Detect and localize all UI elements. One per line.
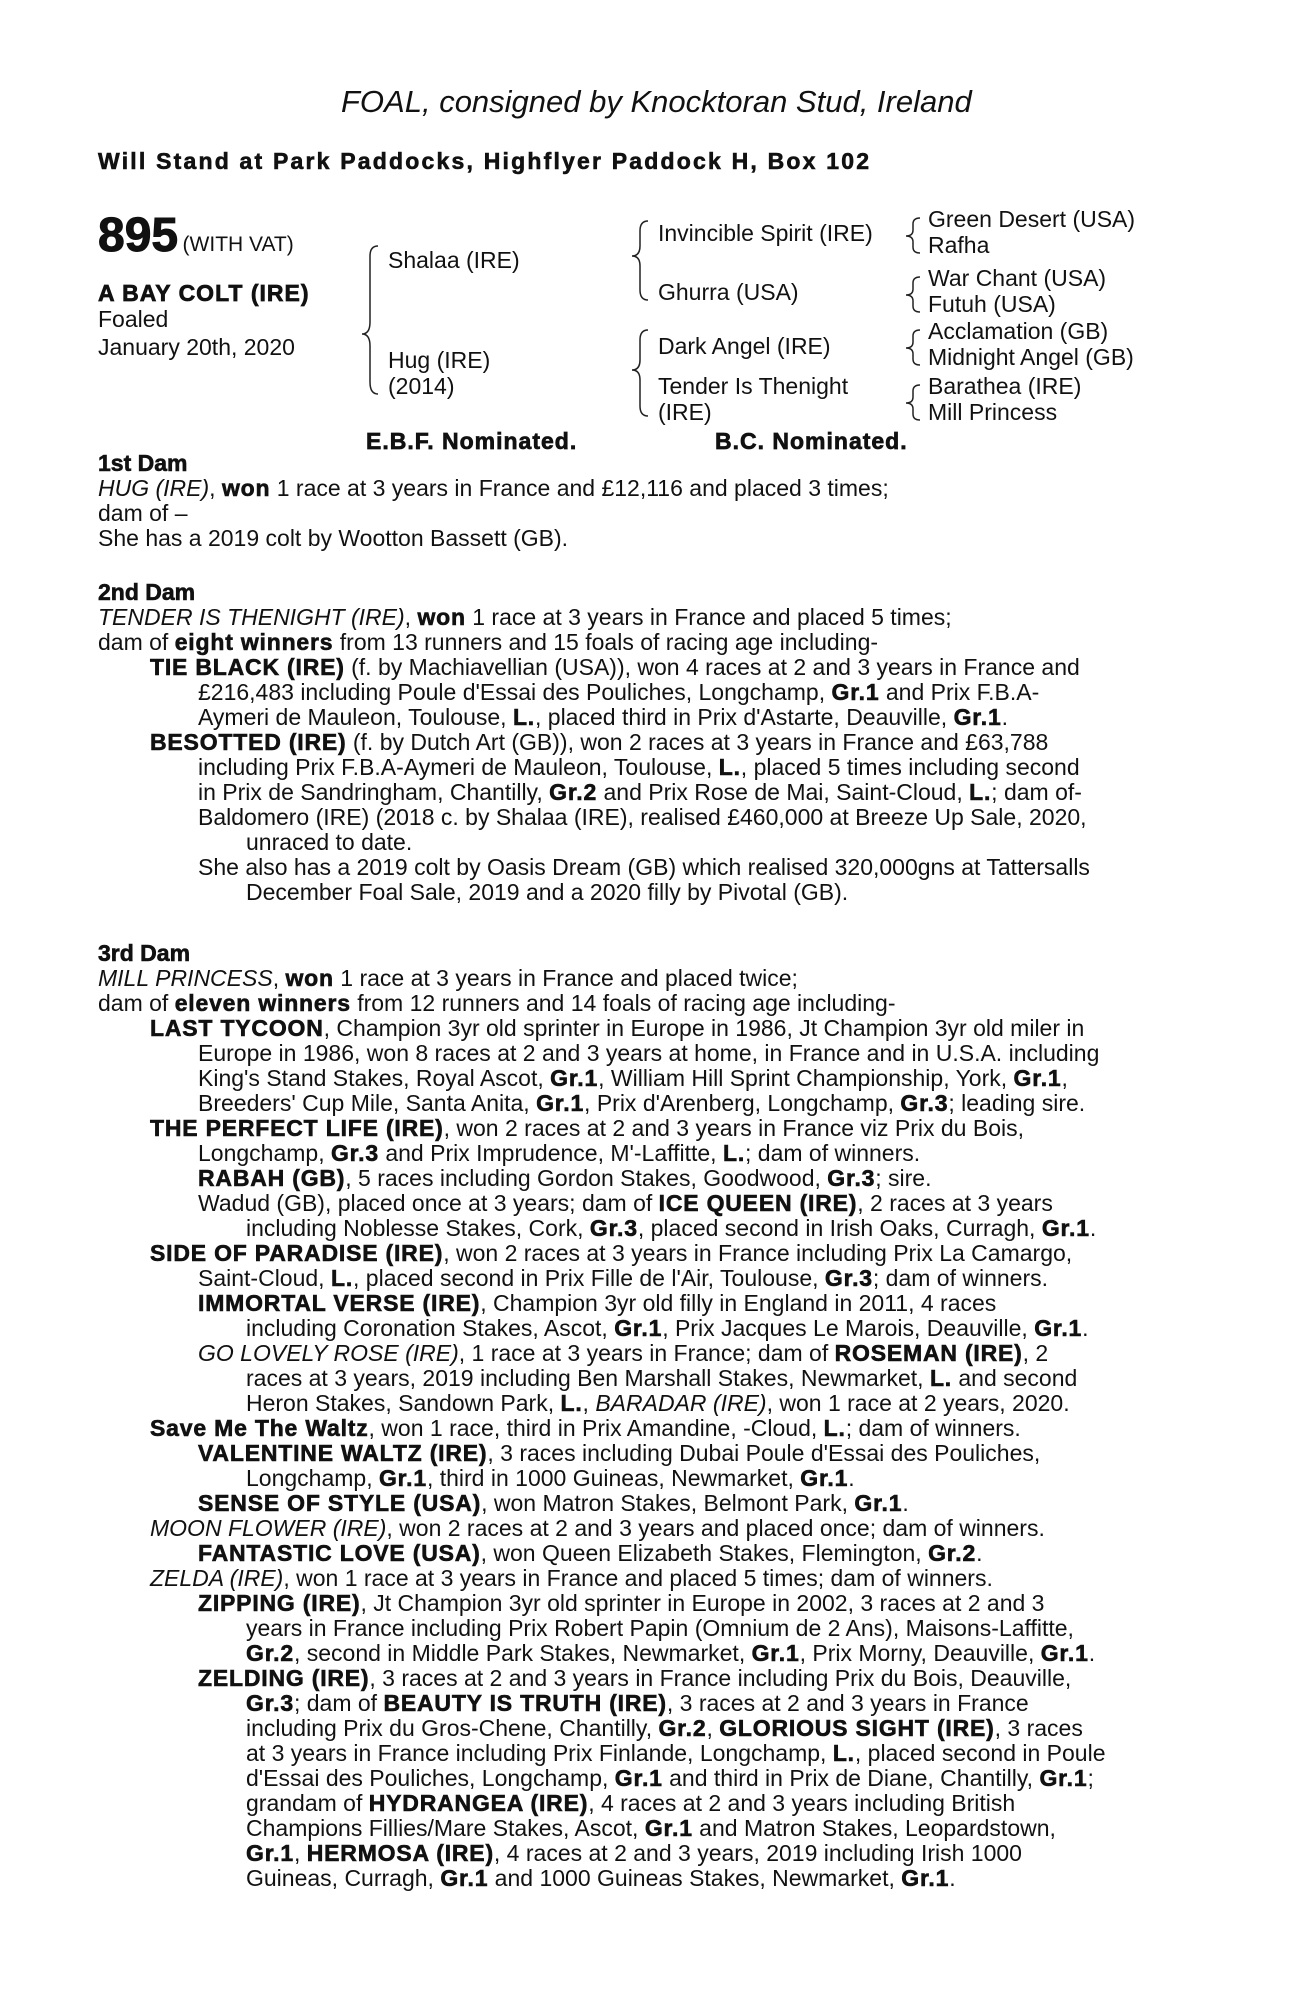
ebf-nominated: E.B.F. Nominated. [366, 428, 578, 454]
pedigree-line [98, 1216, 1206, 1241]
bold-text: Gr.1 [800, 1465, 849, 1491]
pedigree-line [98, 1241, 1206, 1266]
text-run: and Prix Rose de Mai, Saint-Cloud, [597, 779, 970, 805]
bold-text: won [285, 965, 334, 991]
bold-text: eight winners [174, 629, 334, 655]
pedigree-line [98, 1391, 1206, 1416]
bold-text: HYDRANGEA (IRE) [368, 1790, 589, 1816]
text-run: . [902, 1490, 909, 1516]
bold-text: TIE BLACK (IRE) [150, 654, 345, 680]
text-run: , Jt Champion 3yr old sprinter in Europe in 2002, 3 races at 2 and 3 [360, 1590, 1045, 1616]
bold-text: Gr.1 [644, 1815, 693, 1841]
italic-text: BARADAR (IRE) [595, 1390, 767, 1416]
pedigree-line [98, 780, 1206, 805]
text-run: , 3 races at 2 and 3 years in France including Prix du Bois, Deauville, [369, 1665, 1072, 1691]
brace-sire [632, 221, 648, 300]
text-run: including Coronation Stakes, Ascot, [246, 1315, 615, 1341]
bold-text: eleven winners [174, 990, 351, 1016]
pedigree-line [98, 1541, 1206, 1566]
text-run: , [272, 965, 286, 991]
bold-text: THE PERFECT LIFE (IRE) [150, 1115, 444, 1141]
text-run: , [293, 1840, 307, 1866]
bold-text: Gr.3 [589, 1215, 638, 1241]
text-run: , third in 1000 Guineas, Newmarket, [426, 1465, 801, 1491]
pedigree-ddd: Mill Princess [928, 399, 1058, 425]
bold-text: Gr.2 [549, 779, 598, 805]
text-run: , 2 [1022, 1340, 1049, 1366]
text-run: 1 race at 3 years in France and £12,116 and placed 3 times; [270, 475, 889, 501]
text-run: Europe in 1986, won 8 races at 2 and 3 years at home, in France and in U.S.A. including [198, 1040, 1100, 1066]
text-run: , placed third in Prix d'Astarte, Deauville, [535, 704, 954, 730]
vat-note: (WITH VAT) [182, 233, 294, 256]
text-run: . [1088, 1640, 1096, 1666]
pedigree-dam-dam-suffix: (IRE) [658, 399, 712, 425]
bold-text: Gr.1 [378, 1465, 427, 1491]
lot-number: 895 [98, 209, 179, 262]
text-run: and Prix F.B.A- [879, 679, 1040, 705]
bold-text: Gr.3 [330, 1140, 379, 1166]
bold-text: Gr.3 [900, 1090, 949, 1116]
italic-text: HUG (IRE) [98, 475, 210, 501]
text-run: , 1 race at 3 years in France; dam of [458, 1340, 835, 1366]
pedigree-line [98, 1266, 1206, 1291]
pedigree-line [98, 730, 1206, 755]
text-run: , Prix Jacques Le Marois, Deauville, [662, 1315, 1035, 1341]
bold-text: Gr.1 [1040, 1640, 1089, 1666]
pedigree-line [98, 1816, 1206, 1841]
first-dam-section [98, 451, 1206, 551]
text-run: . [1089, 1215, 1097, 1241]
dam-heading: 3rd Dam [98, 940, 191, 966]
text-run: . [976, 1540, 983, 1566]
pedigree-dam-sire: Dark Angel (IRE) [658, 333, 831, 359]
text-run: , placed second in Irish Oaks, Curragh, [637, 1215, 1042, 1241]
text-run: , placed second in Poule [854, 1740, 1106, 1766]
text-run: , won Matron Stakes, Belmont Park, [481, 1490, 855, 1516]
bold-text: L. [929, 1365, 952, 1391]
text-run: . [949, 1865, 956, 1891]
text-run: , won 1 race at 3 years in France and placed 5 times; dam of winners. [283, 1565, 993, 1591]
pedigree-line [98, 1441, 1206, 1466]
brace-gen1 [362, 246, 378, 394]
text-run: , [404, 604, 418, 630]
text-run: , placed 5 times including second [740, 754, 1080, 780]
bold-text: ICE QUEEN (IRE) [658, 1190, 858, 1216]
text-run: , [1061, 1065, 1068, 1091]
text-run: 1 race at 3 years in France and placed twice; [333, 965, 798, 991]
text-run: from 12 runners and 14 foals of racing age including- [350, 990, 896, 1016]
text-run: King's Stand Stakes, Royal Ascot, [198, 1065, 551, 1091]
pedigree-line [98, 655, 1206, 680]
pedigree-dds: Barathea (IRE) [928, 373, 1082, 399]
pedigree-ssd: Rafha [928, 232, 990, 258]
page-title: FOAL, consigned by Knocktoran Stud, Ireland [341, 84, 972, 119]
bold-text: Gr.1 [854, 1490, 903, 1516]
text-run: , [209, 475, 222, 501]
text-run: (f. by Dutch Art (GB)), won 2 races at 3 years in France and £63,788 [346, 729, 1049, 755]
bold-text: RABAH (GB) [198, 1165, 346, 1191]
bold-text: L. [512, 704, 535, 730]
text-run: and Matron Stakes, Leopardstown, [692, 1815, 1056, 1841]
foaled-date: January 20th, 2020 [98, 334, 295, 360]
pedigree-line [98, 1516, 1206, 1541]
bc-nominated: B.C. Nominated. [715, 428, 908, 454]
bold-text: Gr.2 [658, 1715, 707, 1741]
bold-text: won [417, 604, 466, 630]
bold-text: L. [969, 779, 992, 805]
brace-dam [632, 330, 648, 416]
bold-text: Gr.1 [831, 679, 880, 705]
text-run: , placed second in Prix Fille de l'Air, Toulouse, [353, 1265, 825, 1291]
pedigree-line [98, 1191, 1206, 1216]
pedigree-line [98, 1416, 1206, 1441]
text-run: , 3 races at 2 and 3 years in France [666, 1690, 1029, 1716]
pedigree-line [98, 1166, 1206, 1191]
text-run: and second [951, 1365, 1078, 1391]
text-run: , 4 races at 2 and 3 years including British [588, 1790, 1016, 1816]
stand-location: Will Stand at Park Paddocks, Highflyer Paddock H, Box 102 [98, 148, 872, 174]
text-run: , 3 races including Dubai Poule d'Essai des Pouliches, [487, 1440, 1041, 1466]
pedigree-line [98, 1741, 1206, 1766]
text-run: from 13 runners and 15 foals of racing age including- [333, 629, 879, 655]
text-run: , Prix Morny, Deauville, [799, 1640, 1041, 1666]
pedigree-line [98, 1616, 1206, 1641]
bold-text: Gr.1 [614, 1315, 663, 1341]
bold-text: SENSE OF STYLE (USA) [198, 1490, 482, 1516]
text-run: £216,483 including Poule d'Essai des Pouliches, Longchamp, [198, 679, 832, 705]
pedigree-sire-sire: Invincible Spirit (IRE) [658, 220, 873, 246]
pedigree-dam-year: (2014) [388, 373, 455, 399]
pedigree-line [98, 1591, 1206, 1616]
text-run: races at 3 years, 2019 including Ben Marshall Stakes, Newmarket, [246, 1365, 930, 1391]
text-run: , [582, 1390, 596, 1416]
pedigree-line [98, 1066, 1206, 1091]
pedigree-line [98, 605, 1206, 630]
pedigree-line [98, 1091, 1206, 1116]
pedigree-line [98, 1116, 1206, 1141]
pedigree-sds: War Chant (USA) [928, 265, 1107, 291]
text-run: , Champion 3yr old filly in England in 2011, 4 races [480, 1290, 997, 1316]
text-run: ; dam of [293, 1690, 384, 1716]
bold-text: Gr.1 [614, 1765, 663, 1791]
pedigree-dsd: Midnight Angel (GB) [928, 344, 1134, 370]
pedigree-dss: Acclamation (GB) [928, 318, 1109, 344]
pedigree-line [98, 1641, 1206, 1666]
pedigree-line [98, 1666, 1206, 1691]
pedigree-line [98, 855, 1206, 880]
text-run: ; dam of winners. [845, 1415, 1021, 1441]
bold-text: GLORIOUS SIGHT (IRE) [719, 1715, 995, 1741]
text-run: , won Queen Elizabeth Stakes, Flemington, [480, 1540, 929, 1566]
pedigree-line [98, 1316, 1206, 1341]
text-run: , won 2 races at 3 years in France including Prix La Camargo, [443, 1240, 1073, 1266]
bold-text: FANTASTIC LOVE (USA) [198, 1540, 481, 1566]
text-run: . [1001, 704, 1008, 730]
pedigree-line [98, 630, 1206, 655]
text-run: , won 1 race at 2 years, 2020. [766, 1390, 1070, 1416]
text-run: , Champion 3yr old sprinter in Europe in 1986, Jt Champion 3yr old miler in [323, 1015, 1085, 1041]
text-run: ; dam of winners. [745, 1140, 921, 1166]
bold-text: L. [823, 1415, 846, 1441]
text-run: , 3 races [994, 1715, 1083, 1741]
lot-name: A BAY COLT (IRE) [98, 280, 310, 306]
foaled-label: Foaled [98, 306, 169, 332]
pedigree-line [98, 1466, 1206, 1491]
bold-text: Gr.2 [246, 1640, 294, 1666]
bold-text: ROSEMAN (IRE) [834, 1340, 1023, 1366]
text-run: She has a 2019 colt by Wootton Bassett (GB). [98, 525, 569, 551]
bold-text: BEAUTY IS TRUTH (IRE) [383, 1690, 667, 1716]
text-run: in Prix de Sandringham, Chantilly, [198, 779, 550, 805]
pedigree-line [98, 1716, 1206, 1741]
pedigree-line [98, 1341, 1206, 1366]
bold-text: Gr.3 [827, 1165, 876, 1191]
text-run: , 2 races at 3 years [857, 1190, 1053, 1216]
pedigree-line [98, 966, 1206, 991]
italic-text: MILL PRINCESS [98, 965, 273, 991]
italic-text: TENDER IS THENIGHT (IRE) [98, 604, 405, 630]
text-run: , Prix d'Arenberg, Longchamp, [584, 1090, 901, 1116]
pedigree-line [98, 1791, 1206, 1816]
bold-text: Gr.1 [1013, 1065, 1062, 1091]
text-run: and Prix Imprudence, M'-Laffitte, [378, 1140, 723, 1166]
text-run: , William Hill Sprint Championship, York, [598, 1065, 1014, 1091]
text-run: dam of – [98, 500, 188, 526]
pedigree-line [98, 755, 1206, 780]
text-run: , 5 races including Gordon Stakes, Goodwood, [345, 1165, 828, 1191]
pedigree-line [98, 1041, 1206, 1066]
pedigree-line [98, 1141, 1206, 1166]
italic-text: MOON FLOWER (IRE) [150, 1515, 387, 1541]
text-run: including Prix du Gros-Chene, Chantilly, [246, 1715, 659, 1741]
bold-text: VALENTINE WALTZ (IRE) [198, 1440, 488, 1466]
text-run: Baldomero (IRE) (2018 c. by Shalaa (IRE), realised £460,000 at Breeze Up Sale, 2020, [198, 804, 1087, 830]
bold-text: Gr.1 [1034, 1315, 1083, 1341]
pedigree-line [98, 1866, 1206, 1891]
pedigree-line [98, 476, 1206, 501]
text-run: d'Essai des Pouliches, Longchamp, [246, 1765, 615, 1791]
text-run: Champions Fillies/Mare Stakes, Ascot, [246, 1815, 645, 1841]
text-run: December Foal Sale, 2019 and a 2020 filly by Pivotal (GB). [246, 879, 849, 905]
third-dam-section [98, 941, 1206, 1891]
bold-text: Gr.1 [751, 1640, 800, 1666]
text-run: dam of [98, 990, 175, 1016]
pedigree-line [98, 880, 1206, 905]
pedigree-line [98, 1841, 1206, 1866]
pedigree-dam: Hug (IRE) [388, 347, 491, 373]
pedigree-dam-dam: Tender Is Thenight [658, 373, 849, 399]
text-run: Breeders' Cup Mile, Santa Anita, [198, 1090, 537, 1116]
text-run: , 4 races at 2 and 3 years, 2019 including Irish 1000 [493, 1840, 1022, 1866]
bold-text: Gr.2 [928, 1540, 977, 1566]
pedigree-line [98, 501, 1206, 526]
pedigree-line [98, 1291, 1206, 1316]
bold-text: Gr.1 [901, 1865, 950, 1891]
bold-text: L. [560, 1390, 583, 1416]
pedigree-sss: Green Desert (USA) [928, 206, 1136, 232]
pedigree-line [98, 805, 1206, 830]
pedigree-sdd: Futuh (USA) [928, 291, 1056, 317]
text-run: ; dam of- [991, 779, 1082, 805]
bold-text: Gr.1 [440, 1865, 489, 1891]
bold-text: Gr.1 [1041, 1215, 1090, 1241]
text-run: 1 race at 3 years in France and placed 5 times; [465, 604, 952, 630]
pedigree-line [98, 830, 1206, 855]
text-run: . [1082, 1315, 1089, 1341]
pedigree-line [98, 1566, 1206, 1591]
text-run: ; sire. [875, 1165, 932, 1191]
dam-heading: 2nd Dam [98, 579, 196, 605]
bold-text: Gr.1 [953, 704, 1002, 730]
pedigree-line [98, 1366, 1206, 1391]
bold-text: SIDE OF PARADISE (IRE) [150, 1240, 444, 1266]
bold-text: ZELDING (IRE) [198, 1665, 370, 1691]
text-run: Wadud (GB), placed once at 3 years; dam of [198, 1190, 659, 1216]
text-run: dam of [98, 629, 175, 655]
pedigree-line [98, 991, 1206, 1016]
text-run: and 1000 Guineas Stakes, Newmarket, [488, 1865, 902, 1891]
pedigree-line [98, 680, 1206, 705]
pedigree-sire: Shalaa (IRE) [388, 247, 520, 273]
bold-text: Gr.3 [246, 1690, 294, 1716]
bold-text: HERMOSA (IRE) [306, 1840, 494, 1866]
text-run: . [848, 1465, 855, 1491]
text-run: Saint-Cloud, [198, 1265, 331, 1291]
text-run: Guineas, Curragh, [246, 1865, 441, 1891]
pedigree-sire-dam: Ghurra (USA) [658, 279, 799, 305]
bold-text: L. [722, 1140, 746, 1166]
bold-text: BESOTTED (IRE) [150, 729, 347, 755]
text-run: including Noblesse Stakes, Cork, [246, 1215, 590, 1241]
bold-text: Gr.1 [536, 1090, 585, 1116]
text-run: , second in Middle Park Stakes, Newmarket, [293, 1640, 752, 1666]
pedigree-line [98, 1766, 1206, 1791]
bold-text: ZIPPING (IRE) [198, 1590, 361, 1616]
bold-text: Gr.1 [550, 1065, 599, 1091]
pedigree-line [98, 1016, 1206, 1041]
bold-text: IMMORTAL VERSE (IRE) [198, 1290, 481, 1316]
text-run: , won 2 races at 2 and 3 years in France viz Prix du Bois, [443, 1115, 1024, 1141]
second-dam-section [98, 580, 1206, 905]
pedigree-line [98, 1691, 1206, 1716]
text-run: years in France including Prix Robert Papin (Omnium de 2 Ans), Maisons-Laffitte, [246, 1615, 1074, 1641]
text-run: ; [1087, 1765, 1094, 1791]
pedigree-line [98, 526, 1206, 551]
bold-text: won [221, 475, 271, 501]
text-run: ; leading sire. [948, 1090, 1086, 1116]
text-run: including Prix F.B.A-Aymeri de Mauleon, Toulouse, [198, 754, 719, 780]
text-run: Heron Stakes, Sandown Park, [246, 1390, 561, 1416]
text-run: at 3 years in France including Prix Finlande, Longchamp, [246, 1740, 833, 1766]
text-run: and third in Prix de Diane, Chantilly, [662, 1765, 1040, 1791]
text-run: unraced to date. [246, 829, 413, 855]
text-run: , won 2 races at 2 and 3 years and placed once; dam of winners. [386, 1515, 1045, 1541]
text-run: , won 1 race, third in Prix Amandine, -Cloud, [368, 1415, 824, 1441]
text-run: Longchamp, [198, 1140, 331, 1166]
bold-text: L. [718, 754, 741, 780]
text-run: grandam of [246, 1790, 369, 1816]
bold-text: Gr.1 [246, 1840, 294, 1866]
pedigree-line [98, 1491, 1206, 1516]
bold-text: L. [330, 1265, 354, 1291]
text-run: ; dam of winners. [872, 1265, 1049, 1291]
bold-text: LAST TYCOON [150, 1015, 324, 1041]
text-run: She also has a 2019 colt by Oasis Dream (GB) which realised 320,000gns at Tattersalls [198, 854, 1090, 880]
bold-text: Save Me The Waltz [150, 1415, 369, 1441]
text-run: (f. by Machiavellian (USA)), won 4 races at 2 and 3 years in France and [344, 654, 1080, 680]
pedigree-line [98, 705, 1206, 730]
text-run: Longchamp, [246, 1465, 379, 1491]
text-run: , [706, 1715, 720, 1741]
text-run: Aymeri de Mauleon, Toulouse, [198, 704, 513, 730]
bold-text: L. [832, 1740, 855, 1766]
italic-text: GO LOVELY ROSE (IRE) [198, 1340, 459, 1366]
dam-heading: 1st Dam [98, 450, 188, 476]
italic-text: ZELDA (IRE) [150, 1565, 284, 1591]
bold-text: Gr.3 [824, 1265, 873, 1291]
bold-text: Gr.1 [1039, 1765, 1088, 1791]
